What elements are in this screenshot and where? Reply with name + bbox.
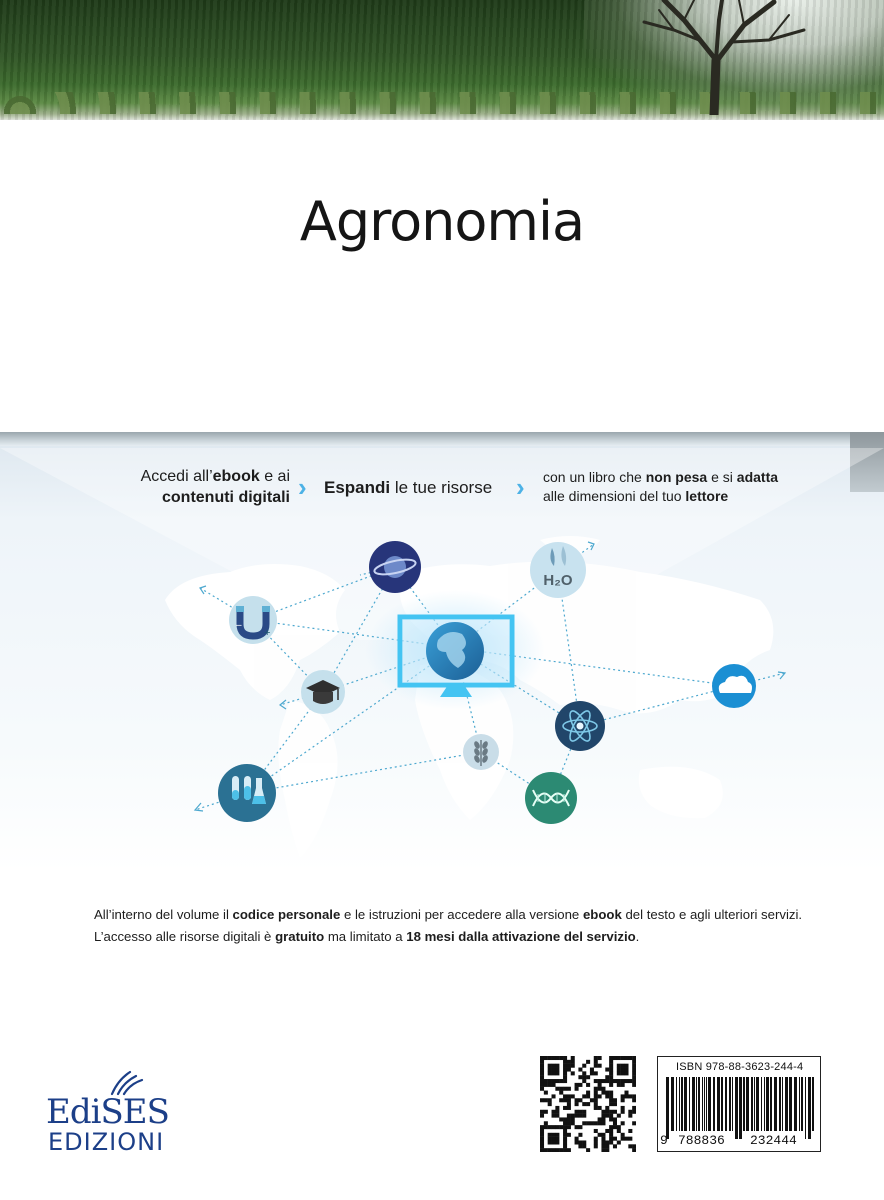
isbn-label: ISBN 978-88-3623-244-4 bbox=[676, 1061, 804, 1073]
planet-icon bbox=[369, 541, 421, 593]
info-line-2: L’accesso alle risorse digitali è gratuito ma limitato a 18 mesi dalla attivazione del servizio. bbox=[94, 929, 640, 944]
svg-text:+: + bbox=[264, 627, 271, 639]
tagline-access-ebook: Accedi all’ebook e ai contenuti digitali bbox=[140, 468, 290, 506]
tagline-light-book: con un libro che non pesa e si adatta alle dimensioni del tuo lettore bbox=[543, 469, 779, 504]
isbn-barcode: ISBN 978-88-3623-244-4 9 788836 232444 bbox=[657, 1056, 821, 1152]
test-tubes-icon bbox=[218, 764, 276, 822]
cloud-icon bbox=[712, 664, 756, 708]
chevron-right-icon: › bbox=[516, 472, 525, 502]
monitor-globe-icon bbox=[365, 590, 545, 710]
atom-icon bbox=[555, 701, 605, 751]
tagline-expand-resources: Espandi le tue risorse bbox=[324, 478, 493, 497]
publisher-brand: EdiSES bbox=[46, 1092, 169, 1132]
wheat-icon bbox=[463, 734, 499, 770]
magnet-icon bbox=[229, 596, 277, 644]
book-title: Agronomia bbox=[299, 190, 585, 253]
dna-icon bbox=[525, 772, 577, 824]
graduation-cap-icon bbox=[301, 670, 345, 714]
chevron-right-icon: › bbox=[298, 472, 307, 502]
water-h2o-icon bbox=[530, 542, 586, 598]
publisher-logo bbox=[46, 1068, 196, 1158]
access-info-text bbox=[94, 904, 814, 948]
barcode-bars bbox=[666, 1077, 814, 1139]
qr-code bbox=[540, 1056, 636, 1152]
info-line-1: All’interno del volume il codice personale e le istruzioni per accedere alla versione ebook del testo e agli ulteriori servizi. bbox=[94, 907, 803, 922]
svg-text:–: – bbox=[236, 620, 242, 631]
svg-text:H₂O: H₂O bbox=[543, 572, 573, 589]
publisher-subtitle: EDIZIONI bbox=[48, 1128, 165, 1156]
